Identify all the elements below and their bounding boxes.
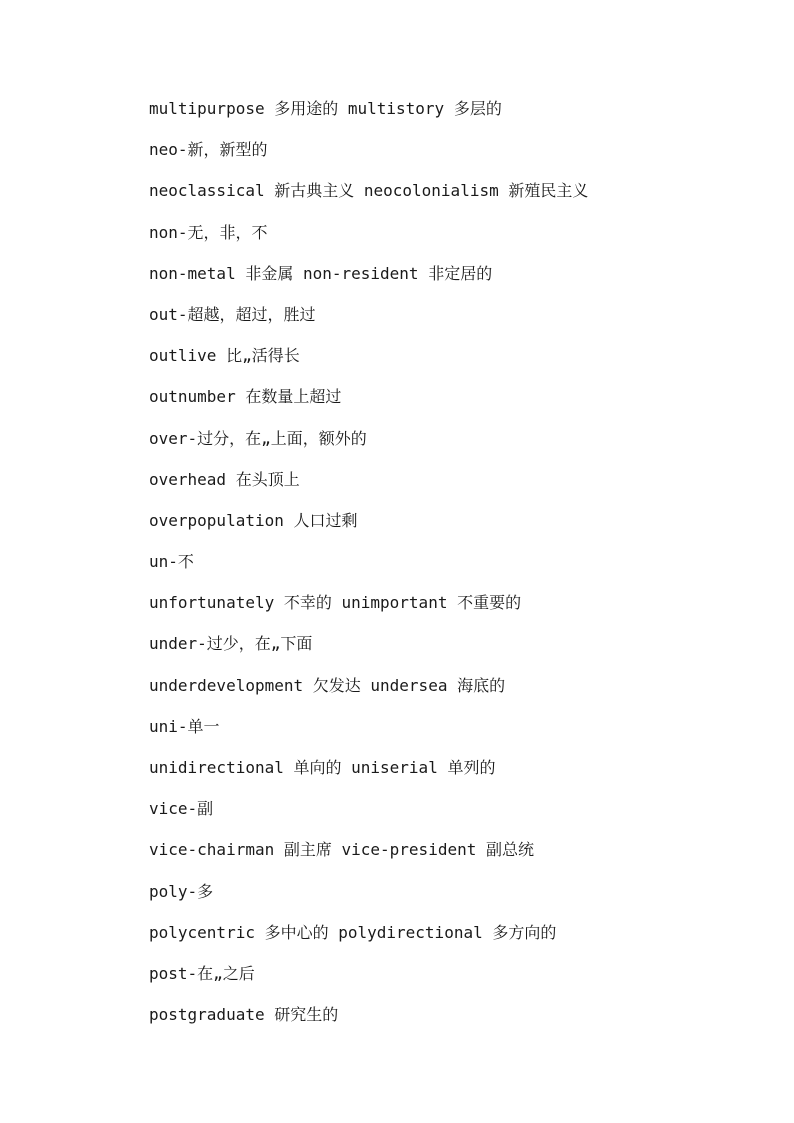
text-line: outnumber 在数量上超过 xyxy=(149,387,342,407)
text-line: non-无，非，不 xyxy=(149,222,268,242)
text-line: over-过分，在„上面，额外的 xyxy=(149,428,367,448)
text-line: non-metal 非金属 non-resident 非定居的 xyxy=(149,263,493,283)
text-line: uni-单一 xyxy=(149,716,220,736)
text-line: neo-新，新型的 xyxy=(149,140,268,160)
text-line: underdevelopment 欠发达 undersea 海底的 xyxy=(149,675,506,695)
text-line: vice-副 xyxy=(149,799,214,819)
text-line: overpopulation 人口过剩 xyxy=(149,510,358,530)
text-line: postgraduate 研究生的 xyxy=(149,1005,339,1025)
text-line: outlive 比„活得长 xyxy=(149,346,300,366)
text-line: multipurpose 多用途的 multistory 多层的 xyxy=(149,99,502,118)
text-line: post-在„之后 xyxy=(149,963,255,983)
text-line: out-超越，超过，胜过 xyxy=(149,304,316,324)
text-line: unfortunately 不幸的 unimportant 不重要的 xyxy=(149,593,522,613)
vocabulary-list xyxy=(149,96,749,1043)
text-line: unidirectional 单向的 uniserial 单列的 xyxy=(149,758,496,777)
text-line: neoclassical 新古典主义 neocolonialism 新殖民主义 xyxy=(149,181,589,201)
text-line: poly-多 xyxy=(149,881,214,901)
text-line: un-不 xyxy=(149,552,194,572)
text-line: polycentric 多中心的 polydirectional 多方向的 xyxy=(149,922,557,942)
text-line: overhead 在头顶上 xyxy=(149,469,300,489)
text-line: vice-chairman 副主席 vice-president 副总统 xyxy=(149,840,534,860)
text-line: under-过少，在„下面 xyxy=(149,634,313,654)
